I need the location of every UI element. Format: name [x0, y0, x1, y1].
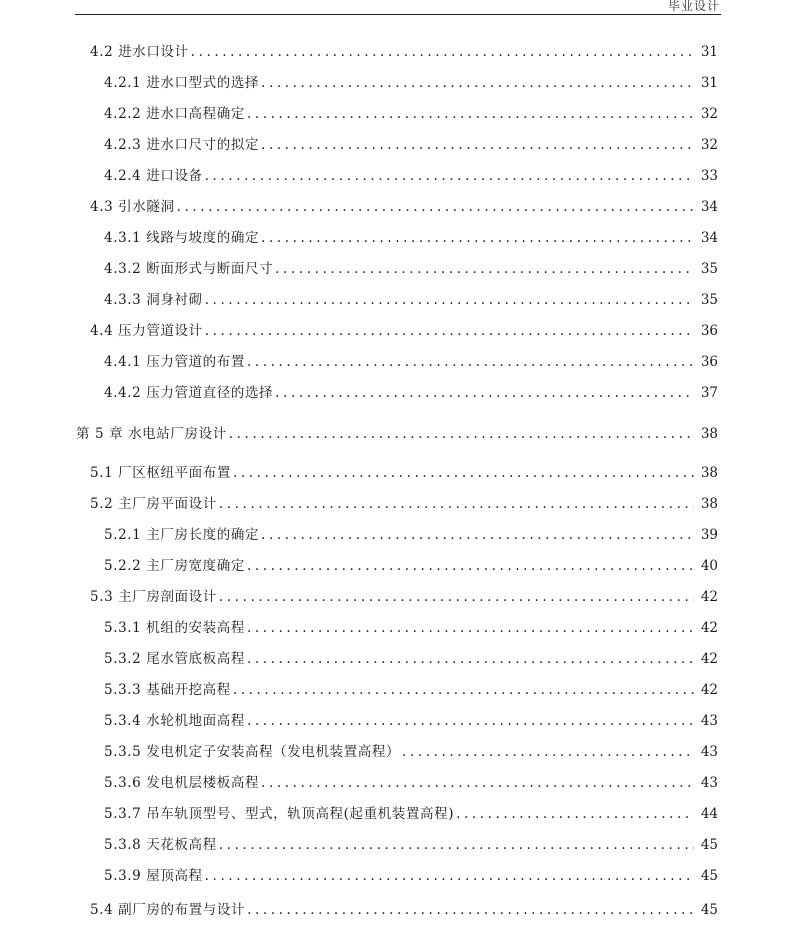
toc-chapter-entry[interactable] — [76, 424, 718, 444]
toc-entry-label: 4.2.4 进口设备 — [104, 168, 203, 184]
toc-entry-page: 35 — [700, 261, 718, 277]
toc-leader-dots — [259, 773, 694, 793]
toc-entry[interactable] — [90, 587, 718, 607]
toc-leader-dots — [245, 649, 694, 669]
toc-entry-label: 5.3.9 屋顶高程 — [104, 868, 203, 884]
toc-entry-label: 4.2 进水口设计 — [90, 44, 189, 60]
toc-entry-label: 5.3.7 吊车轨顶型号、型式，轨顶高程(起重机装置高程) — [104, 806, 455, 822]
toc-entry-page: 43 — [700, 775, 718, 791]
toc-leader-dots — [245, 104, 694, 124]
toc-entry-page: 44 — [700, 806, 718, 822]
toc-leader-dots — [203, 166, 694, 186]
toc-entry-label: 5.3.2 尾水管底板高程 — [104, 651, 245, 667]
toc-leader-dots — [273, 383, 694, 403]
toc-leader-dots — [259, 73, 694, 93]
toc-leader-dots — [259, 525, 694, 545]
toc-entry-label: 4.2.3 进水口尺寸的拟定 — [104, 137, 260, 153]
toc-entry-page: 42 — [700, 589, 718, 605]
toc-entry-label: 5.3.4 水轮机地面高程 — [104, 713, 245, 729]
toc-leader-dots — [454, 804, 694, 824]
toc-entry[interactable] — [104, 804, 718, 824]
toc-leader-dots — [203, 290, 694, 310]
page-header-title: 毕业设计 — [667, 0, 720, 13]
toc-entry-page: 42 — [700, 620, 718, 636]
toc-leader-dots — [203, 321, 694, 341]
toc-entry[interactable] — [104, 742, 718, 762]
toc-entry[interactable] — [90, 494, 718, 514]
toc-entry[interactable] — [104, 618, 718, 638]
toc-entry[interactable] — [90, 197, 718, 217]
toc-entry-page: 45 — [700, 902, 718, 918]
toc-entry-label: 4.4 压力管道设计 — [90, 323, 203, 339]
toc-leader-dots — [217, 494, 694, 514]
toc-entry-page: 32 — [700, 137, 718, 153]
toc-entry-page: 43 — [700, 744, 718, 760]
toc-entry-page: 45 — [700, 837, 718, 853]
toc-leader-dots — [203, 866, 694, 886]
toc-leader-dots — [189, 42, 694, 62]
toc-entry-page: 42 — [700, 682, 718, 698]
toc-entry-page: 38 — [700, 465, 718, 481]
toc-entry-page: 33 — [700, 168, 718, 184]
toc-entry-label: 4.4.2 压力管道直径的选择 — [104, 385, 274, 401]
toc-leader-dots — [217, 835, 694, 855]
toc-entry-page: 31 — [700, 44, 718, 60]
toc-entry-label: 4.3.1 线路与坡度的确定 — [104, 230, 260, 246]
toc-leader-dots — [259, 135, 694, 155]
toc-leader-dots — [245, 711, 694, 731]
toc-entry-label: 5.3.5 发电机定子安装高程（发电机装置高程） — [104, 744, 401, 760]
header-divider — [75, 14, 721, 15]
toc-entry[interactable] — [90, 321, 718, 341]
toc-entry-page: 34 — [700, 199, 718, 215]
toc-entry[interactable] — [104, 228, 718, 248]
toc-entry-label: 4.4.1 压力管道的布置 — [104, 354, 245, 370]
toc-entry-page: 45 — [700, 868, 718, 884]
toc-entry-page: 43 — [700, 713, 718, 729]
toc-leader-dots — [175, 197, 694, 217]
toc-entry-page: 39 — [700, 527, 718, 543]
toc-entry-label: 5.3.6 发电机层楼板高程 — [104, 775, 260, 791]
toc-entry[interactable] — [104, 835, 718, 855]
toc-leader-dots — [245, 556, 694, 576]
toc-entry[interactable] — [104, 680, 718, 700]
toc-entry-page: 31 — [700, 75, 718, 91]
toc-entry-label: 第 5 章 水电站厂房设计 — [76, 426, 227, 442]
toc-entry[interactable] — [104, 352, 718, 372]
toc-leader-dots — [231, 463, 694, 483]
toc-entry-label: 5.3.1 机组的安装高程 — [104, 620, 245, 636]
toc-entry-page: 32 — [700, 106, 718, 122]
toc-entry-page: 40 — [700, 558, 718, 574]
toc-entry-label: 5.2 主厂房平面设计 — [90, 496, 217, 512]
toc-entry[interactable] — [104, 383, 718, 403]
toc-entry-page: 35 — [700, 292, 718, 308]
toc-entry[interactable] — [104, 525, 718, 545]
toc-entry-page: 38 — [700, 426, 718, 442]
toc-leader-dots — [245, 900, 694, 920]
toc-entry[interactable] — [104, 556, 718, 576]
toc-entry-page: 36 — [700, 323, 718, 339]
toc-entry-page: 38 — [700, 496, 718, 512]
toc-entry-label: 4.3.2 断面形式与断面尺寸 — [104, 261, 274, 277]
toc-leader-dots — [245, 352, 694, 372]
toc-leader-dots — [231, 680, 694, 700]
toc-entry[interactable] — [90, 900, 718, 920]
toc-entry-label: 5.4 副厂房的布置与设计 — [90, 902, 246, 918]
toc-entry-label: 5.3.3 基础开挖高程 — [104, 682, 231, 698]
toc-leader-dots — [400, 742, 694, 762]
toc-entry[interactable] — [104, 259, 718, 279]
toc-entry[interactable] — [90, 463, 718, 483]
toc-leader-dots — [217, 587, 694, 607]
toc-entry[interactable] — [104, 649, 718, 669]
toc-entry-page: 42 — [700, 651, 718, 667]
toc-entry-page: 34 — [700, 230, 718, 246]
toc-entry[interactable] — [104, 773, 718, 793]
toc-entry-label: 4.3 引水隧洞 — [90, 199, 175, 215]
toc-entry[interactable] — [104, 290, 718, 310]
toc-entry-label: 5.1 厂区枢纽平面布置 — [90, 465, 231, 481]
toc-entry[interactable] — [104, 866, 718, 886]
toc-leader-dots — [245, 618, 694, 638]
toc-entry-page: 37 — [700, 385, 718, 401]
toc-entry-label: 4.2.2 进水口高程确定 — [104, 106, 245, 122]
toc-entry[interactable] — [90, 42, 718, 62]
toc-entry-label: 5.3 主厂房剖面设计 — [90, 589, 217, 605]
toc-entry-label: 4.3.3 洞身衬砌 — [104, 292, 203, 308]
toc-entry[interactable] — [104, 73, 718, 93]
toc-entry-label: 5.3.8 天花板高程 — [104, 837, 217, 853]
toc-entry[interactable] — [104, 711, 718, 731]
toc-entry-label: 5.2.2 主厂房宽度确定 — [104, 558, 245, 574]
toc-entry[interactable] — [104, 104, 718, 124]
toc-entry-label: 4.2.1 进水口型式的选择 — [104, 75, 260, 91]
toc-leader-dots — [259, 228, 694, 248]
toc-leader-dots — [227, 424, 694, 444]
toc-entry[interactable] — [104, 166, 718, 186]
toc-leader-dots — [273, 259, 694, 279]
toc-entry-label: 5.2.1 主厂房长度的确定 — [104, 527, 260, 543]
toc-entry[interactable] — [104, 135, 718, 155]
toc-entry-page: 36 — [700, 354, 718, 370]
